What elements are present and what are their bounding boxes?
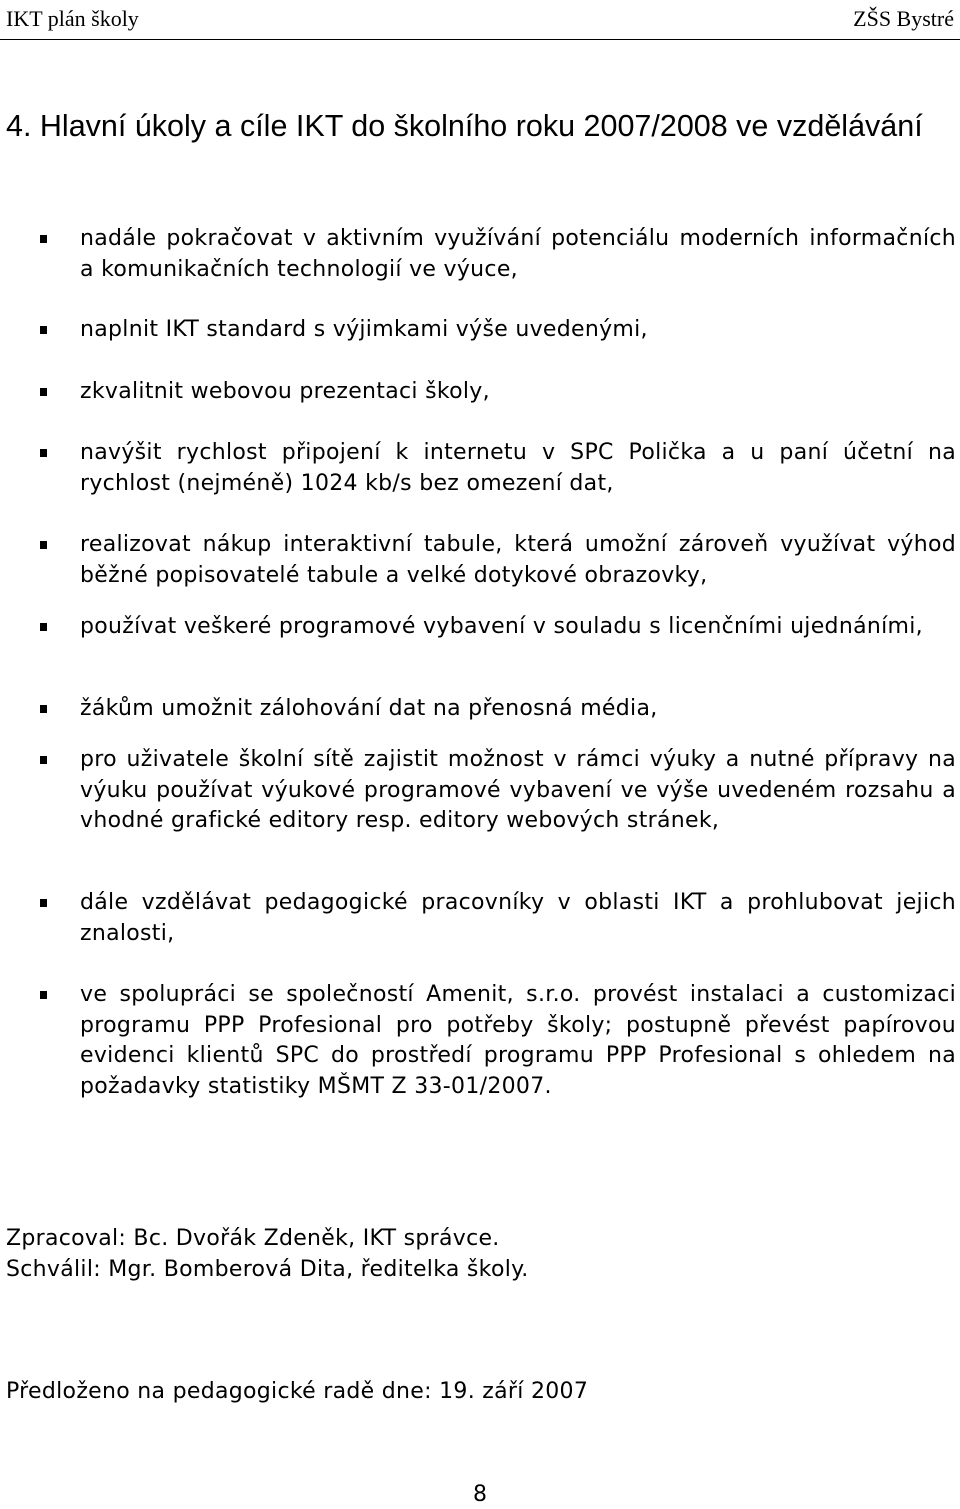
list-item-text: dále vzdělávat pedagogické pracovníky v oblasti IKT a prohlubovat jejich znalosti, xyxy=(80,890,956,946)
header-divider xyxy=(0,39,960,40)
square-bullet-icon xyxy=(40,388,47,396)
list-item-text: žákům umožnit zálohování dat na přenosná média, xyxy=(80,696,658,721)
square-bullet-icon xyxy=(40,235,47,243)
page-number: 8 xyxy=(473,1482,487,1507)
square-bullet-icon xyxy=(40,705,47,713)
header-school-name: ZŠS Bystré xyxy=(853,6,954,31)
square-bullet-icon xyxy=(40,541,47,549)
square-bullet-icon xyxy=(40,326,47,334)
square-bullet-icon xyxy=(40,449,47,457)
header-document-title: IKT plán školy xyxy=(6,6,139,31)
square-bullet-icon xyxy=(40,991,47,999)
prepared-by-line: Zpracoval: Bc. Dvořák Zdeněk, IKT správce. xyxy=(6,1226,500,1251)
list-item-text: pro uživatele školní sítě zajistit možnost v rámci výuky a nutné přípravy na výuku používat výukové programové vybavení ve výše uvedeném rozsahu a vhodné grafické editory resp. editory webových stránek, xyxy=(80,747,956,833)
square-bullet-icon xyxy=(40,756,47,764)
square-bullet-icon xyxy=(40,623,47,631)
approved-by-line: Schválil: Mgr. Bomberová Dita, ředitelka školy. xyxy=(6,1257,529,1282)
presented-date-line: Předloženo na pedagogické radě dne: 19. září 2007 xyxy=(6,1379,589,1404)
list-item-text: navýšit rychlost připojení k internetu v SPC Polička a u paní účetní na rychlost (nejméně) 1024 kb/s bez omezení dat, xyxy=(80,440,956,496)
page-header xyxy=(0,2,960,38)
section-heading: 4. Hlavní úkoly a cíle IKT do školního roku 2007/2008 ve vzdělávání xyxy=(6,109,923,143)
list-item-text: ve spolupráci se společností Amenit, s.r.o. provést instalaci a customizaci programu PPP Profesional pro potřeby školy; postupně převést papírovou evidenci klientů SPC do prostředí programu PPP Profesional s ohledem na požadavky statistiky MŠMT Z 33-01/2007. xyxy=(80,982,956,1099)
list-item-text: naplnit IKT standard s výjimkami výše uvedenými, xyxy=(80,317,648,342)
list-item-text: používat veškeré programové vybavení v souladu s licenčními ujednáními, xyxy=(80,614,923,639)
list-item-text: realizovat nákup interaktivní tabule, která umožní zároveň využívat výhod běžné popisovatelé tabule a velké dotykové obrazovky, xyxy=(80,532,956,588)
list-item-text: nadále pokračovat v aktivním využívání potenciálu moderních informačních a komunikačních technologií ve výuce, xyxy=(80,226,956,282)
square-bullet-icon xyxy=(40,899,47,907)
list-item-text: zkvalitnit webovou prezentaci školy, xyxy=(80,379,490,404)
